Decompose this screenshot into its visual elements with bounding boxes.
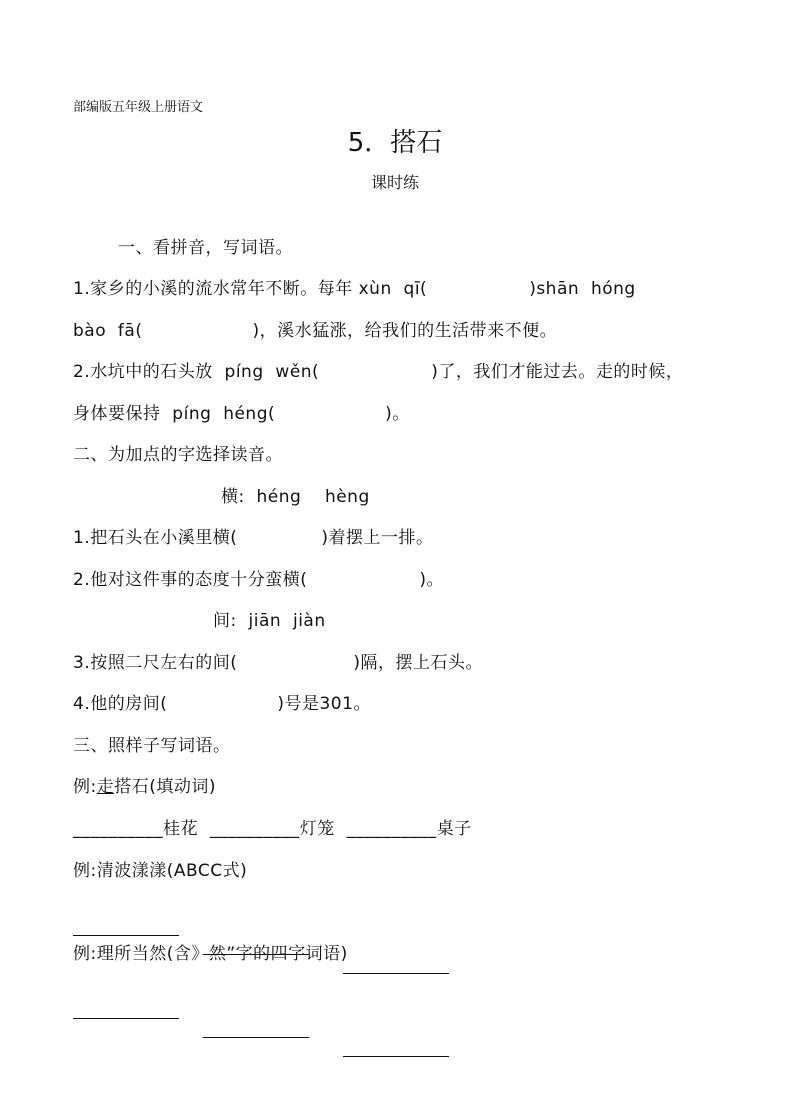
- example-2: 例:清波漾漾(ABCC式): [73, 861, 248, 881]
- question-text: 3.按照二尺左右的间(: [73, 653, 238, 673]
- example-1: [73, 772, 216, 797]
- question-2-1: [73, 523, 434, 548]
- section-2-heading: 二、为加点的字选择读音。: [73, 445, 283, 465]
- question-1-1-line-1: [73, 274, 636, 299]
- question-text: 2.水坑中的石头放 píng wěn(: [73, 362, 320, 382]
- question-text: 1.把石头在小溪里横(: [73, 528, 238, 548]
- question-1-2-line-2: [73, 399, 410, 424]
- section-1-heading: 一、看拼音，写词语。: [118, 238, 293, 258]
- lesson-subtitle: 课时练: [370, 173, 419, 192]
- question-1-1-line-2: [73, 316, 557, 341]
- question-text: )，溪水猛涨，给我们的生活带来不便。: [252, 321, 558, 341]
- question-text: )号是301。: [277, 694, 371, 714]
- question-2-2: [73, 565, 444, 590]
- answer-line[interactable]: [73, 1017, 179, 1019]
- pinyin-options-heng: 横: héng hèng: [221, 487, 370, 507]
- lesson-title: 5．搭石: [347, 128, 443, 158]
- question-text: )。: [385, 404, 410, 424]
- question-1-2-line-1: [73, 357, 683, 382]
- answer-line[interactable]: [203, 1036, 309, 1038]
- question-text: )隔，摆上石头。: [353, 653, 483, 673]
- fill-in-row-1[interactable]: __________桂花 __________灯笼 __________桌子: [73, 819, 472, 839]
- question-text: 1.家乡的小溪的流水常年不断。每年 xùn qī(: [73, 279, 428, 299]
- answer-lines-row-3[interactable]: [73, 998, 83, 1074]
- answer-line[interactable]: [73, 934, 179, 936]
- section-3-heading: 三、照样子写词语。: [73, 736, 231, 756]
- question-2-3: [73, 648, 483, 673]
- question-text: 2.他对这件事的态度十分蛮横(: [73, 570, 308, 590]
- grade-header: 部编版五年级上册语文: [73, 100, 204, 115]
- question-text: )着摆上一排。: [321, 528, 434, 548]
- example-text: 搭石(填动词): [114, 777, 216, 797]
- question-text: )了，我们才能过去。走的时候，: [431, 362, 684, 382]
- question-2-4: [73, 689, 371, 714]
- question-text: 4.他的房间(: [73, 694, 168, 714]
- answer-line[interactable]: [343, 972, 449, 974]
- example-underlined-word: 走: [96, 777, 115, 797]
- question-text: bào fā(: [73, 321, 143, 341]
- example-3: 例:理所当然(含》然”字的四字词语): [73, 944, 348, 964]
- example-prefix: 例:: [73, 777, 97, 797]
- pinyin-options-jian: 间: jiān jiàn: [213, 611, 326, 631]
- question-text: )shān hóng: [529, 279, 636, 299]
- question-text: )。: [419, 570, 444, 590]
- answer-line[interactable]: [343, 1055, 449, 1057]
- question-text: 身体要保持 píng héng(: [73, 404, 276, 424]
